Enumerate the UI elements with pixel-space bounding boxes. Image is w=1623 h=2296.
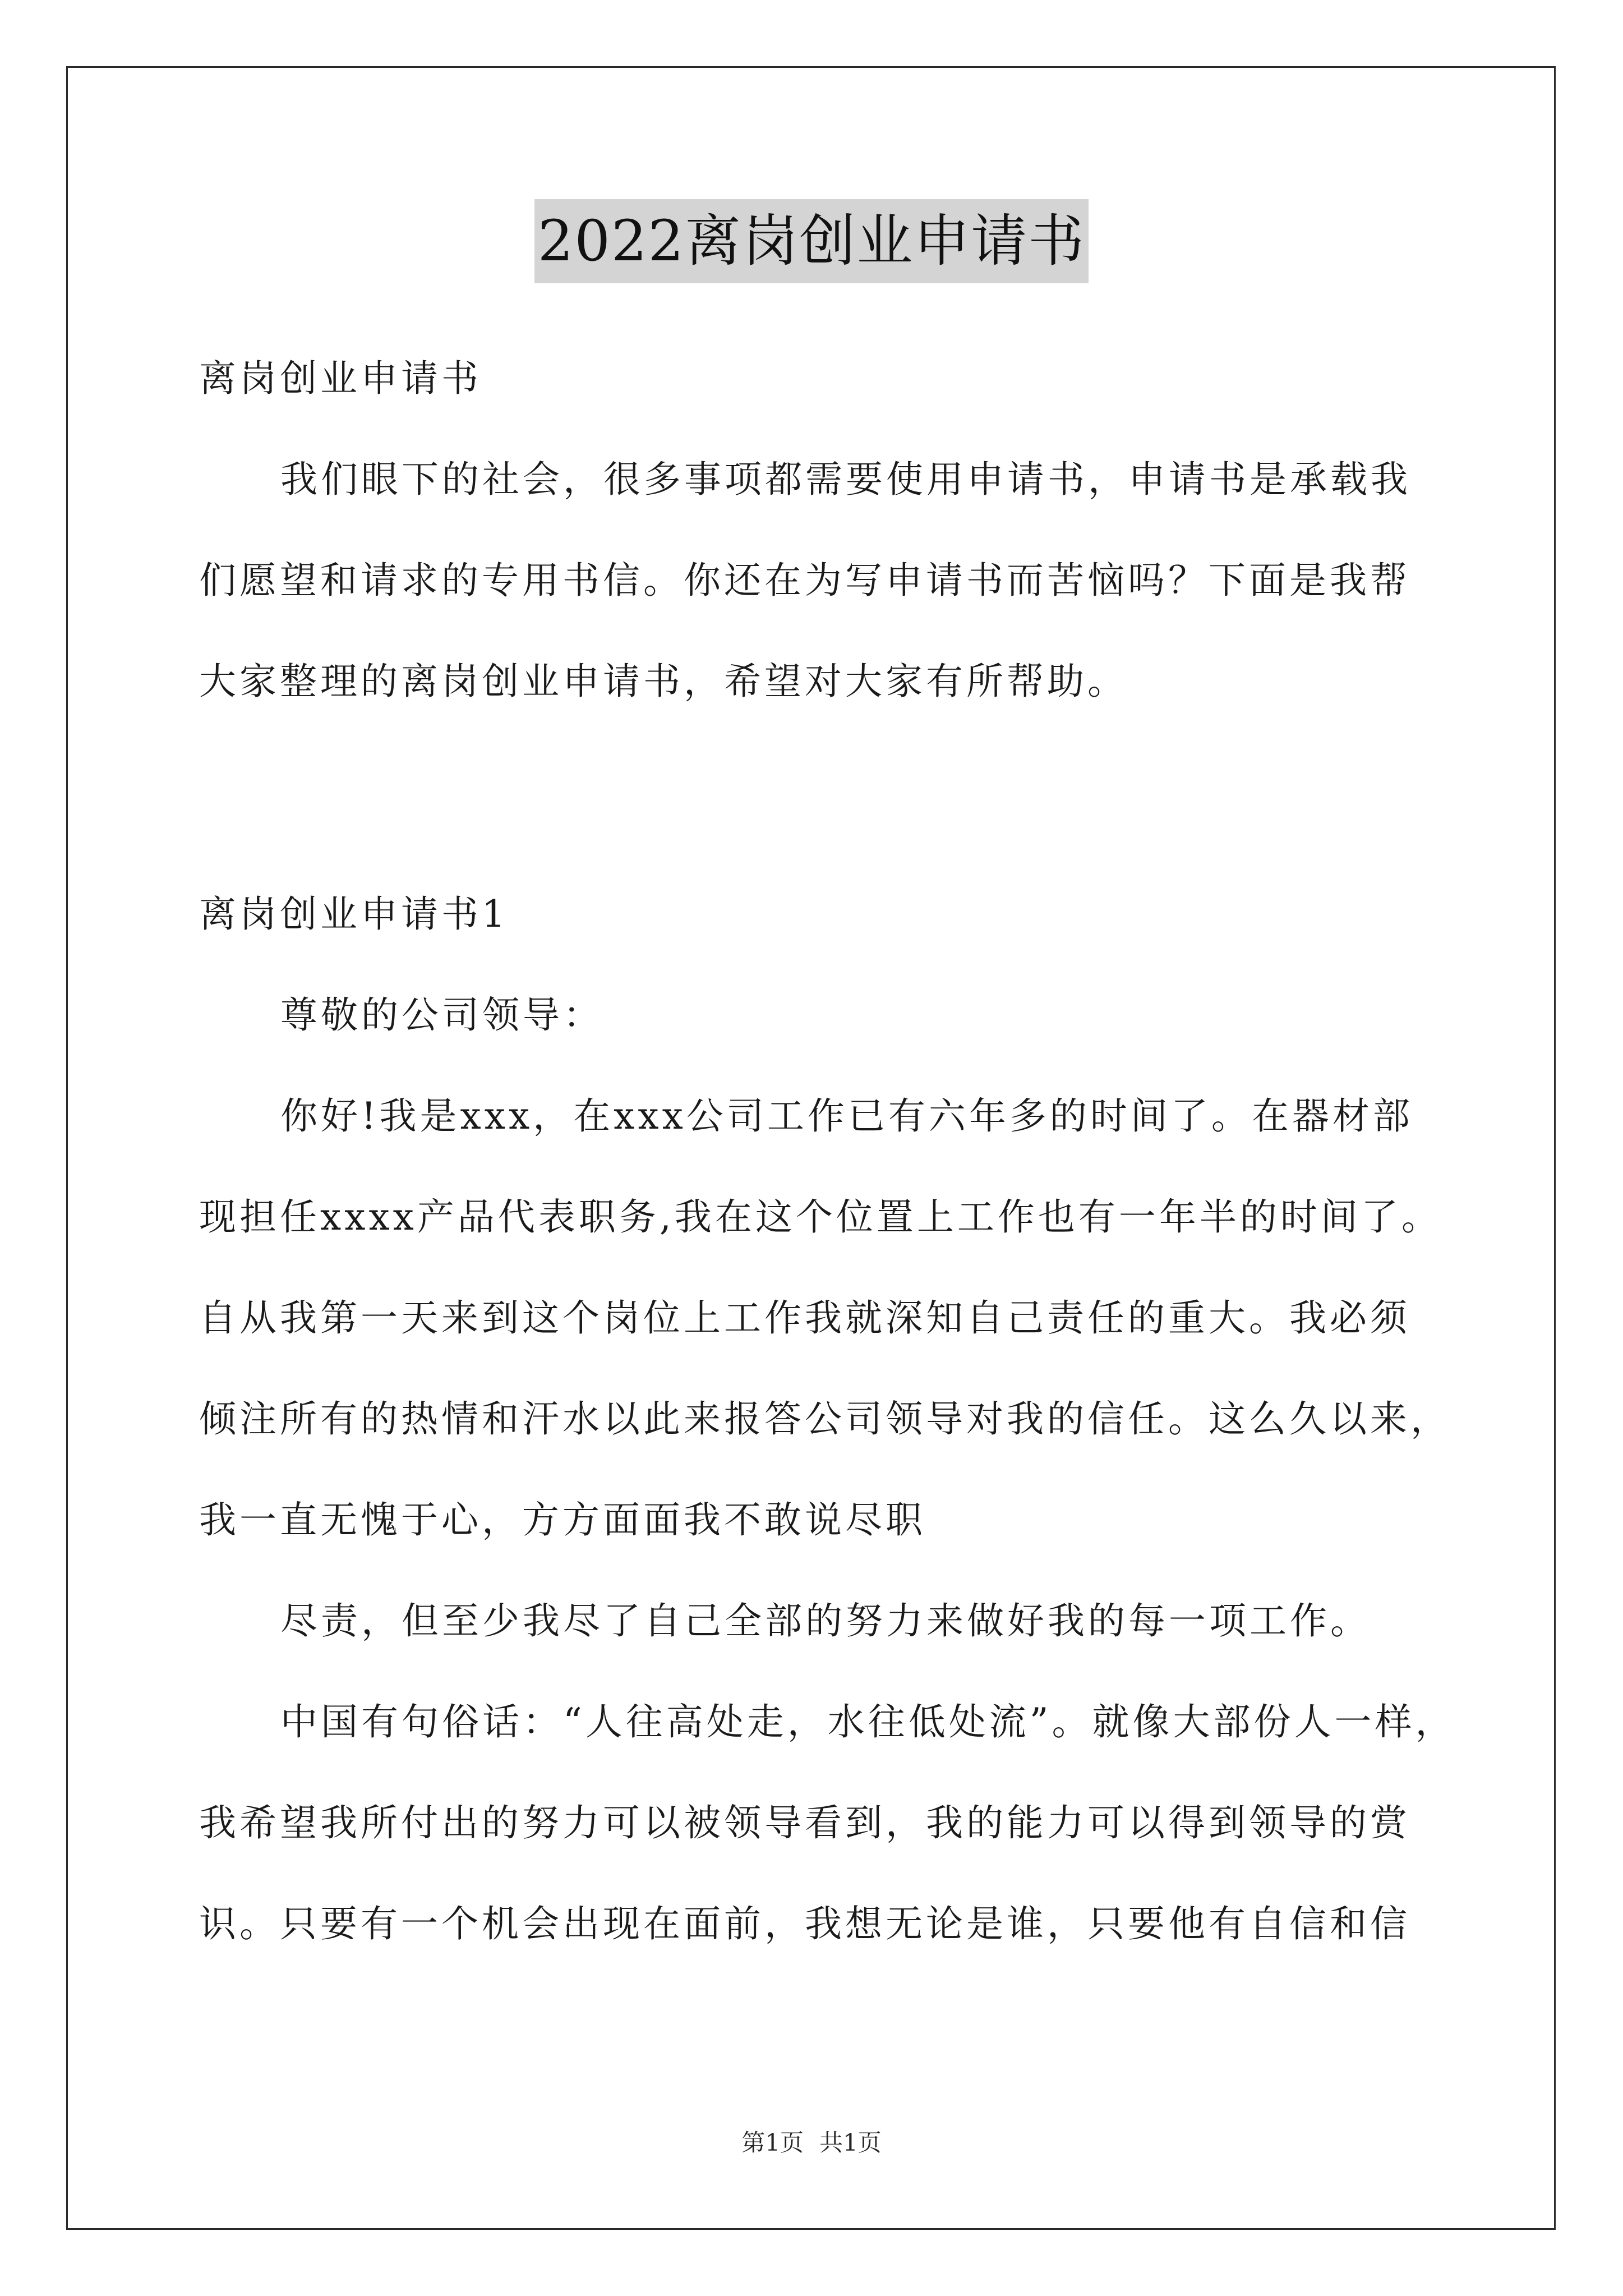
paragraph-line: 中国有句俗话：“人往高处走，水往低处流”。就像大部份人一样， [280,1700,1456,1743]
page-footer [0,2126,1623,2160]
paragraph-line: 我们眼下的社会，很多事项都需要使用申请书，申请书是承载我 [280,458,1411,501]
paragraph-line: 识。只要有一个机会出现在面前，我想无论是谁，只要他有自信和信 [199,1902,1410,1945]
total-pages: 共1页 [819,2129,882,2156]
page-number: 第1页 [741,2129,804,2156]
title-container [0,199,1623,283]
paragraph-line: 你好!我是xxx，在xxx公司工作已有六年多的时间了。在器材部 [280,1094,1413,1138]
document-title: 2022离岗创业申请书 [534,199,1089,283]
section-heading: 离岗创业申请书1 [199,892,509,936]
salutation: 尊敬的公司领导： [280,993,603,1037]
paragraph-line: 们愿望和请求的专用书信。你还在为写申请书而苦恼吗？下面是我帮 [199,559,1410,602]
paragraph-line: 我一直无愧于心，方方面面我不敢说尽职 [199,1498,926,1542]
paragraph-line: 倾注所有的热情和汗水以此来报答公司领导对我的信任。这么久以来， [199,1397,1451,1441]
section-heading: 离岗创业申请书 [199,357,482,400]
paragraph-line: 我希望我所付出的努力可以被领导看到，我的能力可以得到领导的赏 [199,1801,1410,1844]
paragraph-line: 现担任xxxx产品代表职务,我在这个位置上工作也有一年半的时间了。 [199,1195,1442,1239]
paragraph-line: 大家整理的离岗创业申请书，希望对大家有所帮助。 [199,660,1128,703]
paragraph-line: 自从我第一天来到这个岗位上工作我就深知自己责任的重大。我必须 [199,1296,1410,1340]
paragraph-line: 尽责，但至少我尽了自己全部的努力来做好我的每一项工作。 [280,1599,1371,1642]
